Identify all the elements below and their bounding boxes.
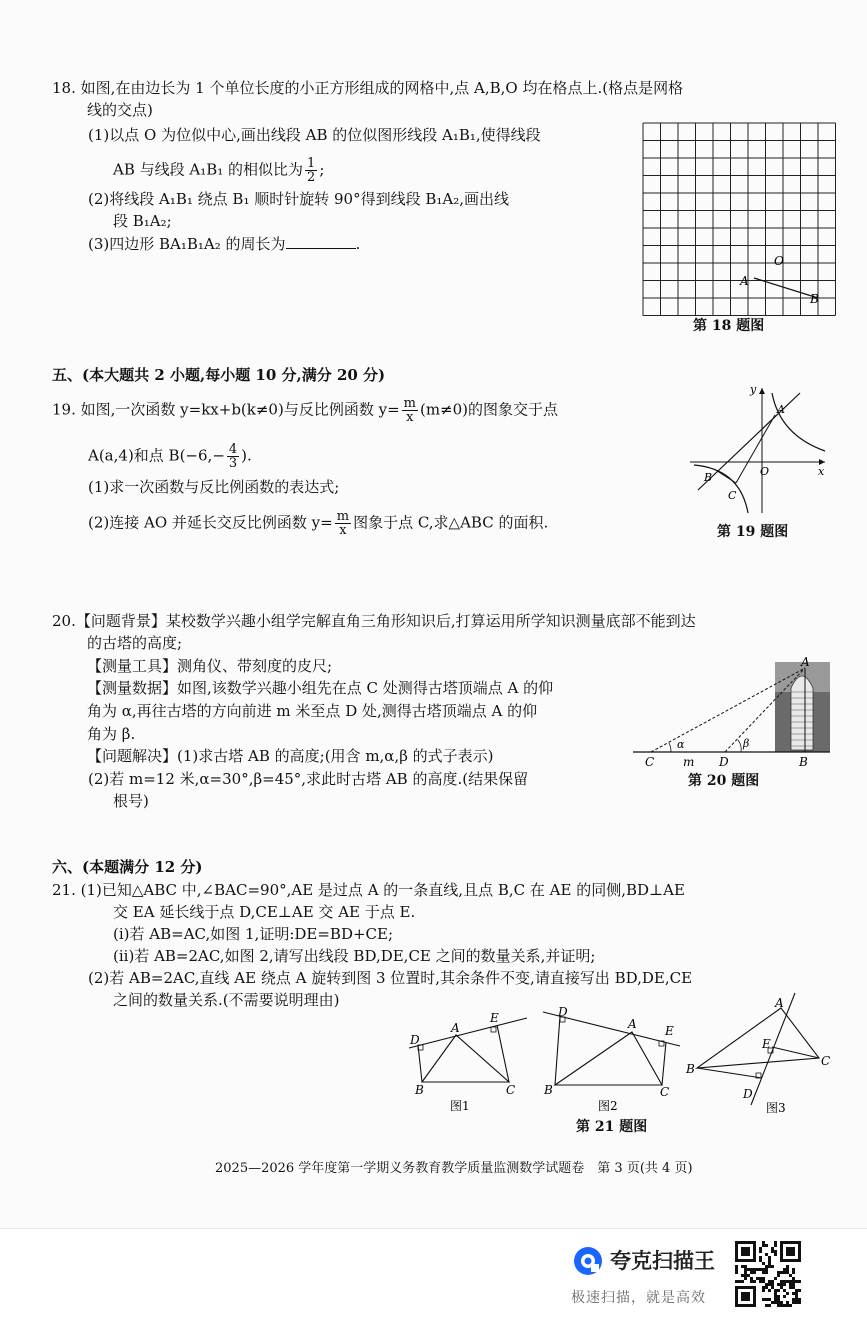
scanner-logo-icon (573, 1246, 603, 1276)
q18-caption: 第 18 题图 (693, 318, 765, 334)
svg-text:B: B (415, 1083, 424, 1097)
q21-line6: 之间的数量关系.(不需要说明理由) (113, 991, 340, 1009)
svg-text:C: C (506, 1083, 516, 1097)
q21-line2: 交 EA 延长线于点 D,CE⊥AE 交 AE 于点 E. (113, 903, 416, 921)
scanner-footer (0, 1228, 867, 1323)
svg-text:β: β (743, 737, 750, 750)
q20-line9: 根号) (113, 792, 149, 810)
triangle-abc-fig2 (555, 1032, 662, 1085)
fig3-label: 图3 (766, 1101, 786, 1115)
q20-line1: 20.【问题背景】某校数学兴趣小组学完解直角三角形知识后,打算运用所学知识测量底部不能到达 (52, 612, 696, 630)
q20-line3: 【测量工具】测角仪、带刻度的皮尺; (87, 657, 333, 675)
svg-text:α: α (677, 738, 685, 751)
q20-line6: 角为 β. (87, 725, 136, 743)
q18-part2b: 段 B₁A₂; (113, 212, 172, 230)
svg-text:C: C (728, 489, 737, 502)
label-b: B (810, 292, 819, 306)
svg-text:O: O (760, 465, 770, 478)
q20-line8: (2)若 m=12 米,α=30°,β=45°,求此时古塔 AB 的高度.(结果保留 (88, 770, 529, 788)
label-a: A (740, 274, 749, 288)
pagoda (791, 676, 813, 750)
q21-figure-3 (685, 993, 830, 1113)
svg-text:B: B (544, 1083, 553, 1097)
svg-text:C: C (660, 1085, 670, 1099)
scanner-slogan: 极速扫描，就是高效 (571, 1290, 706, 1306)
svg-text:A: A (451, 1021, 460, 1035)
section-5-heading: 五、(本大题共 2 小题,每小题 10 分,满分 20 分) (52, 366, 386, 384)
svg-text:A: A (801, 655, 810, 669)
svg-text:m: m (683, 755, 695, 769)
line-bc (714, 469, 736, 483)
svg-text:y: y (750, 383, 757, 396)
q19-line1: 19. 如图,一次函数 y=kx+b(k≠0)与反比例函数 y= $\frac{m}{x}$ (m≠0)的图象交于点 (52, 396, 559, 425)
q21-line3: (i)若 AB=AC,如图 1,证明:DE=BD+CE; (113, 925, 394, 943)
q21-line5: (2)若 AB=2AC,直线 AE 绕点 A 旋转到图 3 位置时,其余条件不变,请直接写出 BD,DE,CE (88, 969, 693, 987)
answer-blank (286, 234, 356, 249)
label-o: O (774, 254, 784, 268)
q20-tower-figure (633, 655, 833, 773)
svg-text:D: D (410, 1033, 420, 1047)
q18-part2a: (2)将线段 A₁B₁ 绕点 B₁ 顺时针旋转 90°得到线段 B₁A₂,画出线 (88, 190, 510, 208)
q19-part1: (1)求一次函数与反比例函数的表达式; (88, 478, 340, 496)
q19-caption: 第 19 题图 (717, 524, 789, 540)
q19-line2: A(a,4)和点 B(−6,− $\frac{4}{3}$ ). (88, 442, 252, 471)
q20-line2: 的古塔的高度; (87, 634, 183, 652)
q20-caption: 第 20 题图 (688, 773, 760, 789)
q18-line2: 线的交点) (87, 101, 153, 119)
q21-figure-2 (540, 1005, 685, 1113)
q18-part1b: AB 与线段 A₁B₁ 的相似比为 $\frac{1}{2}$ ; (113, 156, 325, 185)
hyperbola-branch-2 (694, 465, 748, 513)
svg-text:A: A (775, 996, 784, 1010)
svg-text:B: B (799, 755, 808, 769)
section-6-heading: 六、(本题满分 12 分) (52, 858, 203, 876)
q21-caption: 第 21 题图 (576, 1119, 648, 1135)
q18-line1: 18. 如图,在由边长为 1 个单位长度的小正方形组成的网格中,点 A,B,O 均在格点上.(格点是网格 (52, 79, 684, 97)
q18-grid-figure (643, 123, 833, 313)
q20-line7: 【问题解决】(1)求古塔 AB 的高度;(用含 m,α,β 的式子表示) (87, 747, 494, 765)
q19-part2: (2)连接 AO 并延长交反比例函数 y= $\frac{m}{x}$ 图象于点 C,求△ABC 的面积. (88, 509, 549, 538)
svg-text:A: A (628, 1017, 637, 1031)
fraction-one-half: $\frac{1}{2}$ (307, 156, 316, 185)
q18-part3: (3)四边形 BA₁B₁A₂ 的周长为 . (88, 235, 361, 253)
q21-figure-1 (405, 1010, 530, 1113)
svg-text:D: D (558, 1005, 568, 1019)
qr-code-icon[interactable] (735, 1241, 801, 1307)
svg-text:A: A (777, 403, 785, 416)
q20-line4: 【测量数据】如图,该数学兴趣小组先在点 C 处测得古塔顶端点 A 的仰 (87, 679, 554, 697)
hyperbola-branch-1 (772, 393, 825, 451)
q20-line5: 角为 α,再往古塔的方向前进 m 米至点 D 处,测得古塔顶端点 A 的仰 (87, 702, 538, 720)
svg-text:D: D (743, 1087, 753, 1101)
svg-text:C: C (821, 1054, 831, 1068)
page-footer: 2025—2026 学年度第一学期义务教育教学质量监测数学试题卷 第 3 页(共 4 页) (215, 1161, 693, 1176)
svg-text:x: x (818, 465, 825, 478)
q18-part1a: (1)以点 O 为位似中心,画出线段 AB 的位似图形线段 A₁B₁,使得线段 (88, 126, 541, 144)
scanner-brand: 夸克扫描王 (610, 1249, 715, 1273)
q19-function-figure (690, 385, 830, 515)
svg-text:B: B (704, 471, 713, 484)
svg-text:C: C (645, 755, 655, 769)
q21-line4: (ii)若 AB=2AC,如图 2,请写出线段 BD,DE,CE 之间的数量关系,并证明; (113, 947, 596, 965)
svg-text:D: D (719, 755, 729, 769)
triangle-abc-fig1 (422, 1035, 509, 1082)
fig1-label: 图1 (450, 1099, 470, 1113)
fig2-label: 图2 (598, 1099, 618, 1113)
q21-line1: 21. (1)已知△ABC 中,∠BAC=90°,AE 是过点 A 的一条直线,且点 B,C 在 AE 的同侧,BD⊥AE (52, 881, 685, 899)
svg-text:E: E (490, 1011, 499, 1025)
svg-text:B: B (686, 1062, 695, 1076)
svg-text:E: E (665, 1024, 674, 1038)
triangle-abc-fig3 (697, 1008, 819, 1068)
svg-text:E: E (762, 1037, 771, 1051)
